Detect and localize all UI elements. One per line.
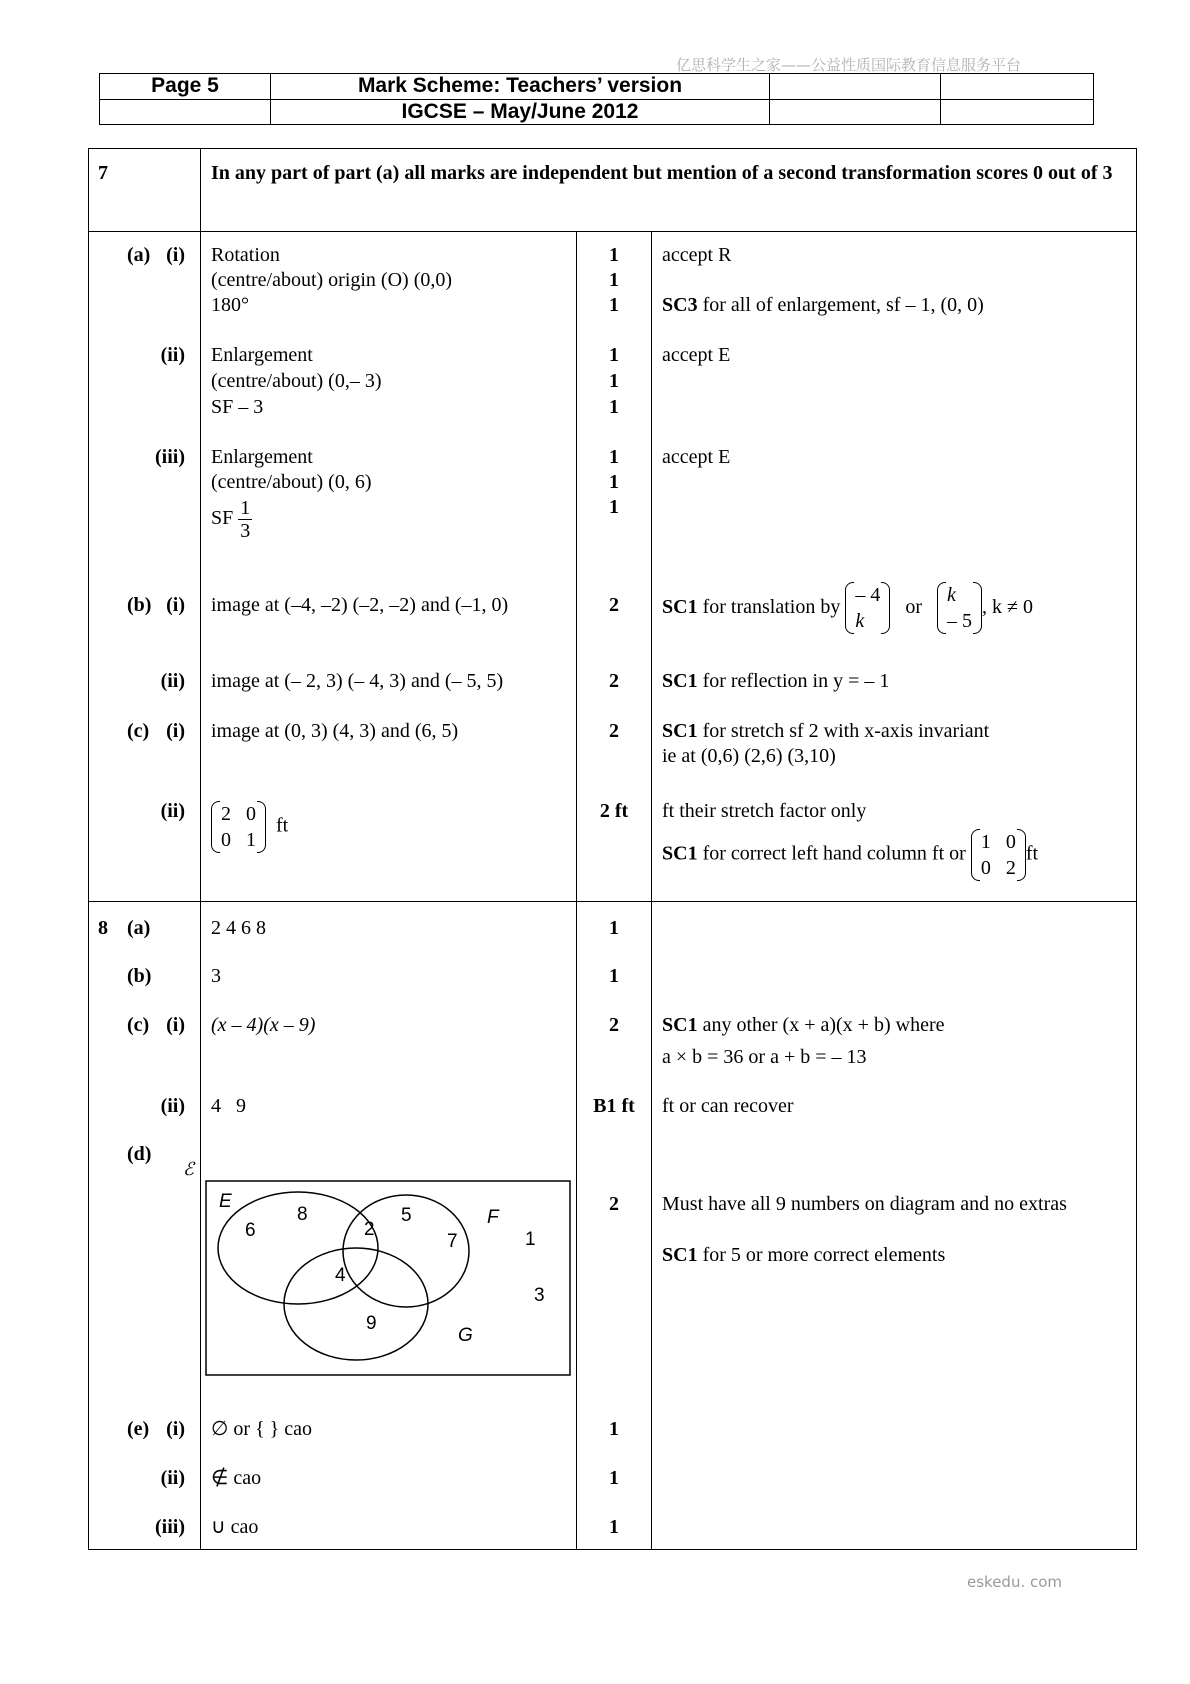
mark: 1	[609, 917, 619, 939]
universal-set-box	[206, 1181, 570, 1375]
mark: 1	[609, 965, 619, 987]
venn-element: 3	[534, 1285, 545, 1306]
answer-line: SF – 3	[211, 396, 264, 418]
question-number-7: 7	[98, 162, 108, 184]
footer-watermark: eskedu. com	[967, 1573, 1063, 1591]
part-label: (d)	[127, 1143, 152, 1165]
answer: 3	[211, 965, 221, 987]
mark: 1	[609, 1418, 619, 1440]
vector-entry: k	[947, 584, 956, 607]
mark: 1	[609, 269, 619, 291]
venn-element: 7	[447, 1231, 458, 1252]
answer: 2 4 6 8	[211, 917, 266, 939]
answer-line: (centre/about) origin (O) (0,0)	[211, 269, 453, 291]
subpart-label: (ii)	[160, 800, 185, 822]
ft-text: ft	[1025, 842, 1039, 865]
venn-element: 5	[401, 1205, 412, 1226]
q7-instructions: In any part of part (a) all marks are independent but mention of a second transformation scores 0 out of 3	[211, 162, 1113, 184]
ft-text: ft	[276, 814, 289, 837]
guidance-note: ft or can recover	[662, 1095, 794, 1117]
guidance-note	[662, 1013, 944, 1038]
guidance-text: for 5 or more correct elements	[697, 1244, 946, 1266]
matrix-row: 2 0	[221, 803, 256, 825]
guidance-note: Must have all 9 numbers on diagram and no extras	[662, 1193, 1067, 1215]
mark: 2	[609, 720, 619, 742]
special-case-code: SC3	[662, 294, 698, 316]
subpart-label: (ii)	[160, 670, 185, 692]
venn-element: 1	[525, 1229, 536, 1250]
header-empty-cell	[100, 99, 271, 125]
vector-entry: – 4	[855, 584, 881, 607]
numerator: 1	[240, 497, 251, 519]
answer: (x – 4)(x – 9)	[211, 1014, 316, 1036]
fraction	[238, 497, 252, 542]
guidance-note: accept E	[662, 446, 731, 468]
row-divider	[89, 901, 1136, 902]
subpart-label: (i)	[166, 1418, 185, 1440]
subpart-label: (ii)	[160, 1095, 185, 1117]
venn-element: 4	[335, 1265, 346, 1286]
guidance-note	[662, 293, 984, 318]
venn-element: 2	[364, 1219, 375, 1240]
mark: 2	[609, 1193, 619, 1215]
header-empty-cell	[770, 74, 941, 100]
vector-entry: – 5	[947, 610, 972, 633]
answer: image at (0, 3) (4, 3) and (6, 5)	[211, 720, 459, 742]
condition-text: , k ≠ 0	[982, 596, 1033, 618]
mark: 2	[609, 594, 619, 616]
subpart-label: (iii)	[155, 446, 185, 468]
header-empty-cell	[941, 99, 1094, 125]
guidance-note: accept R	[662, 244, 732, 266]
guidance-text: any other (x + a)(x + b) where	[697, 1014, 945, 1036]
answer-line: Enlargement	[211, 344, 313, 366]
matrix-row: 0 1	[221, 829, 256, 851]
denominator: 3	[240, 520, 251, 542]
answer-line: Rotation	[211, 244, 280, 266]
part-label: (b)	[127, 965, 152, 987]
answer: image at (– 2, 3) (– 4, 3) and (– 5, 5)	[211, 670, 504, 692]
answer-matrix	[211, 801, 288, 853]
row-divider	[89, 231, 1136, 232]
page-header	[99, 73, 1094, 125]
mark: 1	[609, 446, 619, 468]
special-case-code: SC1	[662, 1014, 698, 1036]
set-f-label: F	[487, 1207, 499, 1228]
mark: 1	[609, 344, 619, 366]
mark: 2 ft	[599, 800, 629, 822]
watermark: 亿思科学生之家——公益性质国际教育信息服务平台	[676, 56, 1022, 74]
mark: B1 ft	[593, 1095, 635, 1117]
guidance-text: for translation by	[697, 596, 841, 618]
guidance-text: for all of enlargement, sf – 1, (0, 0)	[697, 294, 984, 316]
matrix	[971, 829, 1026, 881]
subpart-label: (iii)	[155, 1516, 185, 1538]
venn-diagram	[204, 1179, 574, 1379]
part-label: (c)	[127, 1014, 150, 1036]
column-vector	[845, 582, 890, 634]
mark: 1	[609, 1467, 619, 1489]
guidance-text: for reflection in y = – 1	[697, 670, 890, 692]
subpart-label: (ii)	[160, 344, 185, 366]
mark: 1	[609, 396, 619, 418]
mark: 1	[609, 370, 619, 392]
guidance-text: for stretch sf 2 with x-axis invariant	[697, 720, 990, 742]
question-number-8: 8	[98, 917, 108, 939]
column-divider	[200, 149, 201, 1549]
document-title: Mark Scheme: Teachers’ version	[271, 74, 770, 100]
guidance-note: a × b = 36 or a + b = – 13	[662, 1046, 867, 1068]
guidance-note	[662, 581, 1033, 634]
special-case-code: SC1	[662, 596, 698, 618]
matrix-row: 1 0	[980, 831, 1016, 853]
subpart-label: (ii)	[160, 1467, 185, 1489]
universal-set-symbol: ℰ	[183, 1159, 194, 1179]
mark: 1	[609, 244, 619, 266]
guidance-note: ie at (0,6) (2,6) (3,10)	[662, 745, 836, 767]
answer-line: (centre/about) (0, 6)	[211, 471, 372, 493]
special-case-code: SC1	[662, 842, 698, 865]
column-divider	[576, 231, 577, 1549]
mark: 2	[609, 670, 619, 692]
subpart-label: (i)	[166, 594, 185, 616]
mark: 1	[609, 471, 619, 493]
guidance-text: for correct left hand column ft or	[697, 842, 966, 865]
answer-line: 180°	[211, 294, 249, 316]
vector-entry: k	[855, 610, 865, 633]
venn-element: 6	[245, 1220, 256, 1241]
answer-line: (centre/about) (0,– 3)	[211, 370, 382, 392]
header-empty-cell	[941, 74, 1094, 100]
part-label: (a)	[127, 917, 151, 939]
answer: 4 9	[211, 1095, 246, 1117]
part-label: (b)	[127, 594, 152, 616]
set-e-label: E	[219, 1191, 232, 1212]
guidance-note	[662, 669, 889, 694]
subpart-label: (i)	[166, 244, 185, 266]
answer: ∪ cao	[211, 1516, 259, 1538]
column-vector	[937, 582, 982, 634]
subpart-label: (i)	[166, 1014, 185, 1036]
answer: image at (–4, –2) (–2, –2) and (–1, 0)	[211, 594, 509, 616]
header-empty-cell	[770, 99, 941, 125]
mark: 1	[609, 496, 619, 518]
matrix	[211, 801, 266, 853]
guidance-note: ft their stretch factor only	[662, 800, 867, 822]
answer: ∉ cao	[211, 1467, 262, 1489]
answer: ∅ or { } cao	[211, 1418, 313, 1440]
guidance-note	[662, 719, 989, 744]
mark: 1	[609, 1516, 619, 1538]
special-case-code: SC1	[662, 670, 698, 692]
or-text: or	[905, 596, 922, 618]
part-label: (e)	[127, 1418, 150, 1440]
page-number: Page 5	[100, 74, 271, 100]
mark-scheme-table	[88, 148, 1137, 1550]
answer-line: Enlargement	[211, 446, 313, 468]
special-case-code: SC1	[662, 720, 698, 742]
guidance-note: accept E	[662, 344, 731, 366]
part-label: (c)	[127, 720, 150, 742]
venn-element: 8	[297, 1204, 308, 1225]
guidance-note	[662, 829, 1038, 881]
set-g-label: G	[458, 1325, 473, 1346]
venn-element: 9	[366, 1313, 377, 1334]
mark: 1	[609, 294, 619, 316]
scale-factor	[211, 497, 252, 542]
exam-title: IGCSE – May/June 2012	[271, 99, 770, 125]
matrix-row: 0 2	[980, 857, 1016, 879]
subpart-label: (i)	[166, 720, 185, 742]
part-label: (a)	[127, 244, 151, 266]
scale-factor-label: SF	[211, 507, 234, 530]
column-divider	[651, 231, 652, 1549]
guidance-note	[662, 1243, 945, 1268]
mark: 2	[609, 1014, 619, 1036]
special-case-code: SC1	[662, 1244, 698, 1266]
